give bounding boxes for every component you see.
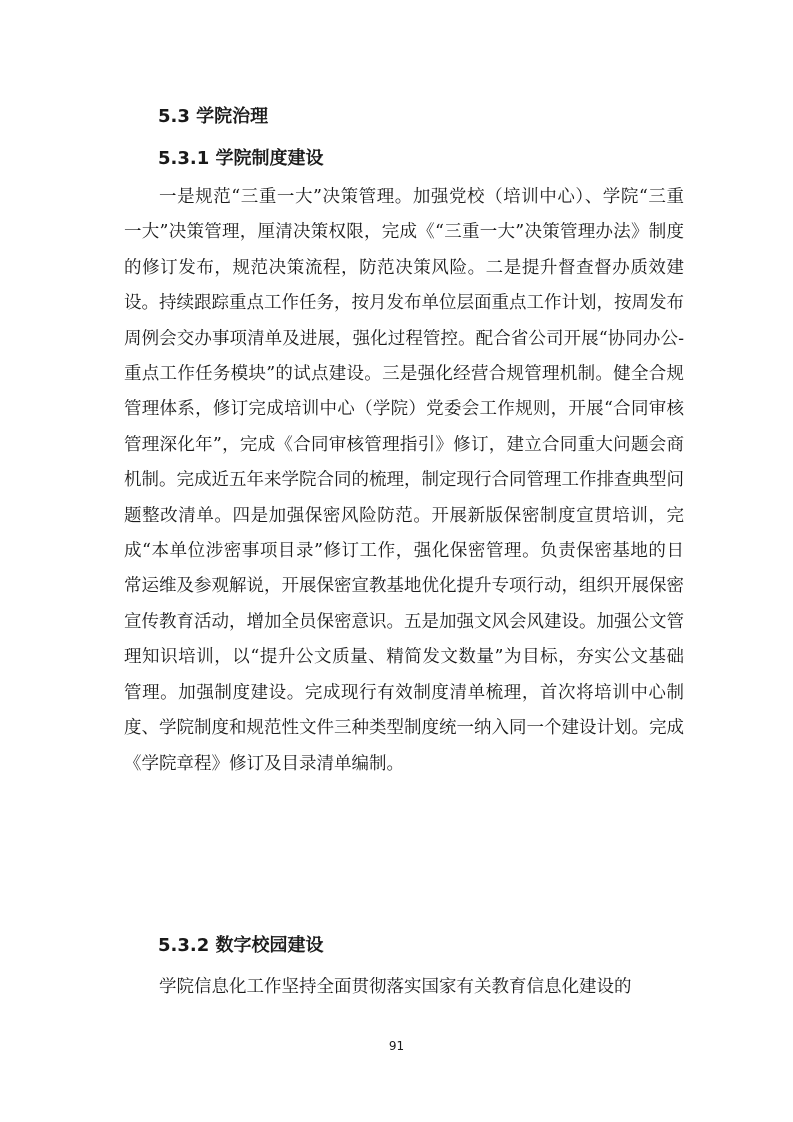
subsection-heading-institutional-system: 5.3.1 学院制度建设 xyxy=(158,148,324,169)
subsection-heading-digital-campus: 5.3.2 数字校园建设 xyxy=(158,935,324,956)
section-heading: 5.3 学院治理 xyxy=(158,106,269,127)
paragraph-institutional-system: 一是规范“三重一大”决策管理。加强党校（培训中心）、学院“三重一大”决策管理，厘清决策权限，完成《“三重一大”决策管理办法》制度的修订发布，规范决策流程，防范决策风险。二是提升督查督办质效建设。持续跟踪重点工作任务，按月发布单位层面重点工作计划，按周发布周例会交办事项清单及进展，强化过程管控。配合省公司开展“协同办公-重点工作任务模块”的试点建设。三是强化经营合规管理机制。健全合规管理体系，修订完成培训中心（学院）党委会工作规则，开展“合同审核管理深化年”，完成《合同审核管理指引》修订，建立合同重大问题会商机制。完成近五年来学院合同的梳理，制定现行合同管理工作排查典型问题整改清单。四是加强保密风险防范。开展新版保密制度宣贯培训，完成“本单位涉密事项目录”修订工作，强化保密管理。负责保密基地的日常运维及参观解说，开展保密宣教基地优化提升专项行动，组织开展保密宣传教育活动，增加全员保密意识。五是加强文风会风建设。加强公文管理知识培训，以“提升公文质量、精简发文数量”为目标，夯实公文基础管理。加强制度建设。完成现行有效制度清单梳理，首次将培训中心制度、学院制度和规范性文件三种类型制度统一纳入同一个建设计划。完成《学院章程》修订及目录清单编制。 xyxy=(124,187,684,774)
paragraph-digital-campus: 学院信息化工作坚持全面贯彻落实国家有关教育信息化建设的 xyxy=(159,977,632,997)
page-number: 91 xyxy=(388,1039,405,1053)
